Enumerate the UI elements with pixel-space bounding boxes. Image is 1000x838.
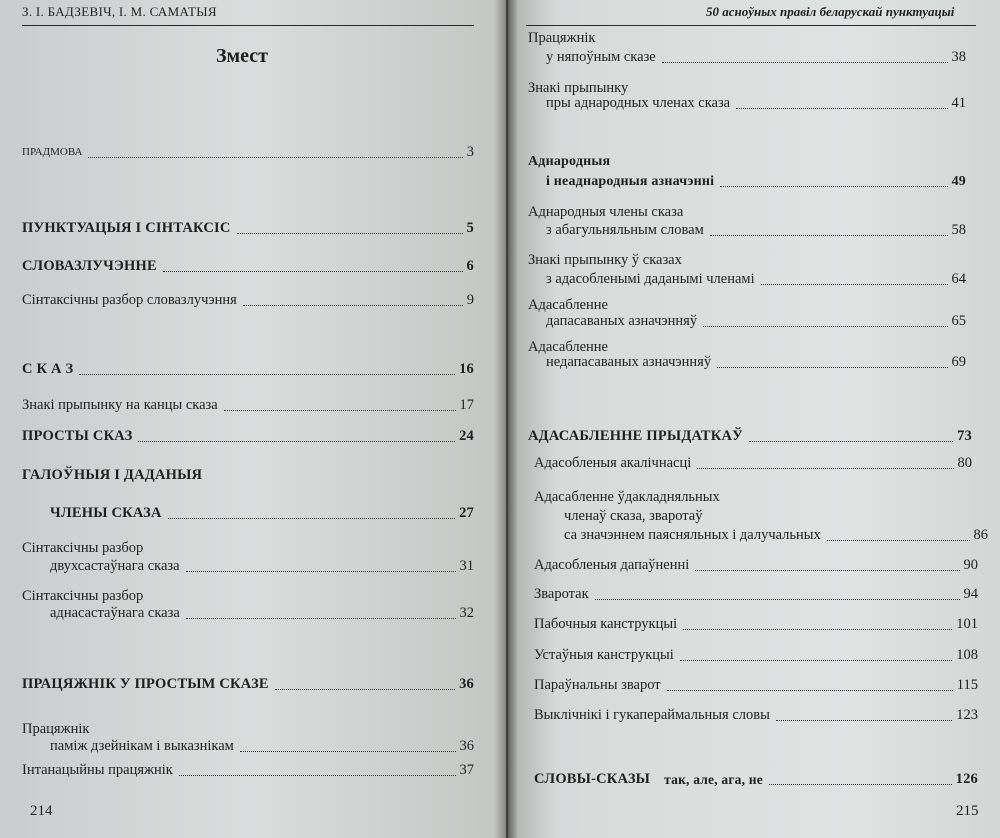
toc-entry-pracyazhnik[interactable]: ПРАЦЯЖНІК У ПРОСТЫМ СКАЗЕ 36 xyxy=(22,676,474,692)
toc-entry-dapaunenni[interactable]: Адасобленыя дапаўненні 90 xyxy=(534,557,978,573)
toc-entry-znaki-na-kancy[interactable]: Знакі прыпынку на канцы сказа 17 xyxy=(22,397,474,413)
toc-entry-abagulnyalnym-line1: Аднародныя члены сказа xyxy=(528,204,684,220)
toc-entry-dvuhsastaunaga[interactable]: двухсастаўнага сказа 31 xyxy=(50,558,474,574)
toc-entry-sintaksichny-razbor-slova[interactable]: Сінтаксічны разбор словазлучэння 9 xyxy=(22,292,474,308)
toc-entry-chleny-skaza[interactable]: ЧЛЕНЫ СКАЗА 27 xyxy=(50,505,474,521)
toc-entry-udakladnyalnyh[interactable]: са значэннем паясняльных і далучальных 86 xyxy=(564,527,988,543)
toc-entry-nyapouny-line1: Працяжнік xyxy=(528,30,596,46)
toc-entry-pradmova[interactable]: ПРАДМОВА 3 xyxy=(22,144,474,160)
right-running-head: 50 асноўных правіл беларускай пунктуацыі xyxy=(706,4,955,19)
toc-entry-pabochnyia[interactable]: Пабочныя канструкцыі 101 xyxy=(534,616,978,632)
toc-entry-abagulnyalnym[interactable]: з абагульняльным словам 58 xyxy=(546,222,966,238)
toc-entry-prosty-skaz[interactable]: ПРОСТЫ СКАЗ 24 xyxy=(22,428,474,444)
toc-title: Змест xyxy=(216,45,269,67)
toc-entry-skaz[interactable]: С К А З 16 xyxy=(22,361,474,377)
toc-entry-nyapouny[interactable]: у няпоўным сказе 38 xyxy=(546,49,966,65)
toc-entry-nedapasavanyh[interactable]: недапасаваных азначэнняў 69 xyxy=(546,354,966,370)
toc-entry-vyklichniki[interactable]: Выклічнікі і гукапераймальныя словы 123 xyxy=(534,707,978,723)
toc-entry-dapasavanyh[interactable]: дапасаваных азначэнняў 65 xyxy=(546,313,966,329)
left-head-rule xyxy=(22,25,474,26)
toc-entry-adnarodnyh[interactable]: пры аднародных членах сказа 41 xyxy=(546,95,966,111)
toc-entry-ustaunyia[interactable]: Устаўныя канструкцыі 108 xyxy=(534,647,978,663)
toc-entry-adna-line1: Сінтаксічны разбор xyxy=(22,588,144,604)
toc-entry-intanacyiny[interactable]: Інтанацыйны працяжнік 37 xyxy=(22,762,474,778)
toc-entry-galounyia-line1: ГАЛОЎНЫЯ І ДАДАНЫЯ xyxy=(22,467,203,483)
toc-entry-aznachenni[interactable]: і неаднародныя азначэнні 49 xyxy=(546,174,966,189)
right-page-number: 215 xyxy=(956,803,979,819)
toc-entry-slovy-skazy[interactable]: СЛОВЫ-СКАЗЫ так, але, ага, не 126 xyxy=(534,771,978,787)
toc-entry-adasoblenymi-line1: Знакі прыпынку ў сказах xyxy=(528,252,682,268)
toc-entry-dapasavanyh-line1: Адасабленне xyxy=(528,297,608,313)
toc-entry-adnasastaunaga[interactable]: аднасастаўнага сказа 32 xyxy=(50,605,474,621)
toc-entry-pamizh-line1: Працяжнік xyxy=(22,721,90,737)
toc-entry-punktuacyia[interactable]: ПУНКТУАЦЫЯ І СІНТАКСІС 5 xyxy=(22,220,474,236)
toc-entry-slovazluchenne[interactable]: СЛОВАЗЛУЧЭННЕ 6 xyxy=(22,258,474,274)
toc-entry-prydatkau[interactable]: АДАСАБЛЕННЕ ПРЫДАТКАЎ 73 xyxy=(528,428,972,444)
toc-entry-zvarotak[interactable]: Зваротак 94 xyxy=(534,586,978,602)
right-head-rule xyxy=(526,25,976,26)
left-page-number: 214 xyxy=(30,803,53,819)
book-gutter-shadow xyxy=(494,0,518,838)
toc-entry-adasoblenymi[interactable]: з адасобленымі даданымі членамі 64 xyxy=(546,271,966,287)
toc-entry-akalichnasci[interactable]: Адасобленыя акалічнасці 80 xyxy=(534,455,972,471)
left-running-head: З. І. БАДЗЕВІЧ, І. М. САМАТЫЯ xyxy=(22,4,217,19)
toc-entry-dvuh-line1: Сінтаксічны разбор xyxy=(22,540,144,556)
toc-entry-pamizh[interactable]: паміж дзейнікам і выказнікам 36 xyxy=(50,738,474,754)
toc-entry-paraunalny[interactable]: Параўнальны зварот 115 xyxy=(534,677,978,693)
toc-entry-nedapasavanyh-line1: Адасабленне xyxy=(528,339,608,355)
toc-entry-udakladnyalnyh-line1: Адасабленне ўдакладняльных xyxy=(534,489,720,505)
toc-entry-adnarodnyh-line1: Знакі прыпынку xyxy=(528,80,629,96)
toc-entry-udakladnyalnyh-line2: членаў сказа, зваротаў xyxy=(564,508,703,524)
toc-entry-aznachenni-line1: Аднародныя xyxy=(528,154,611,169)
right-page xyxy=(508,0,1000,838)
